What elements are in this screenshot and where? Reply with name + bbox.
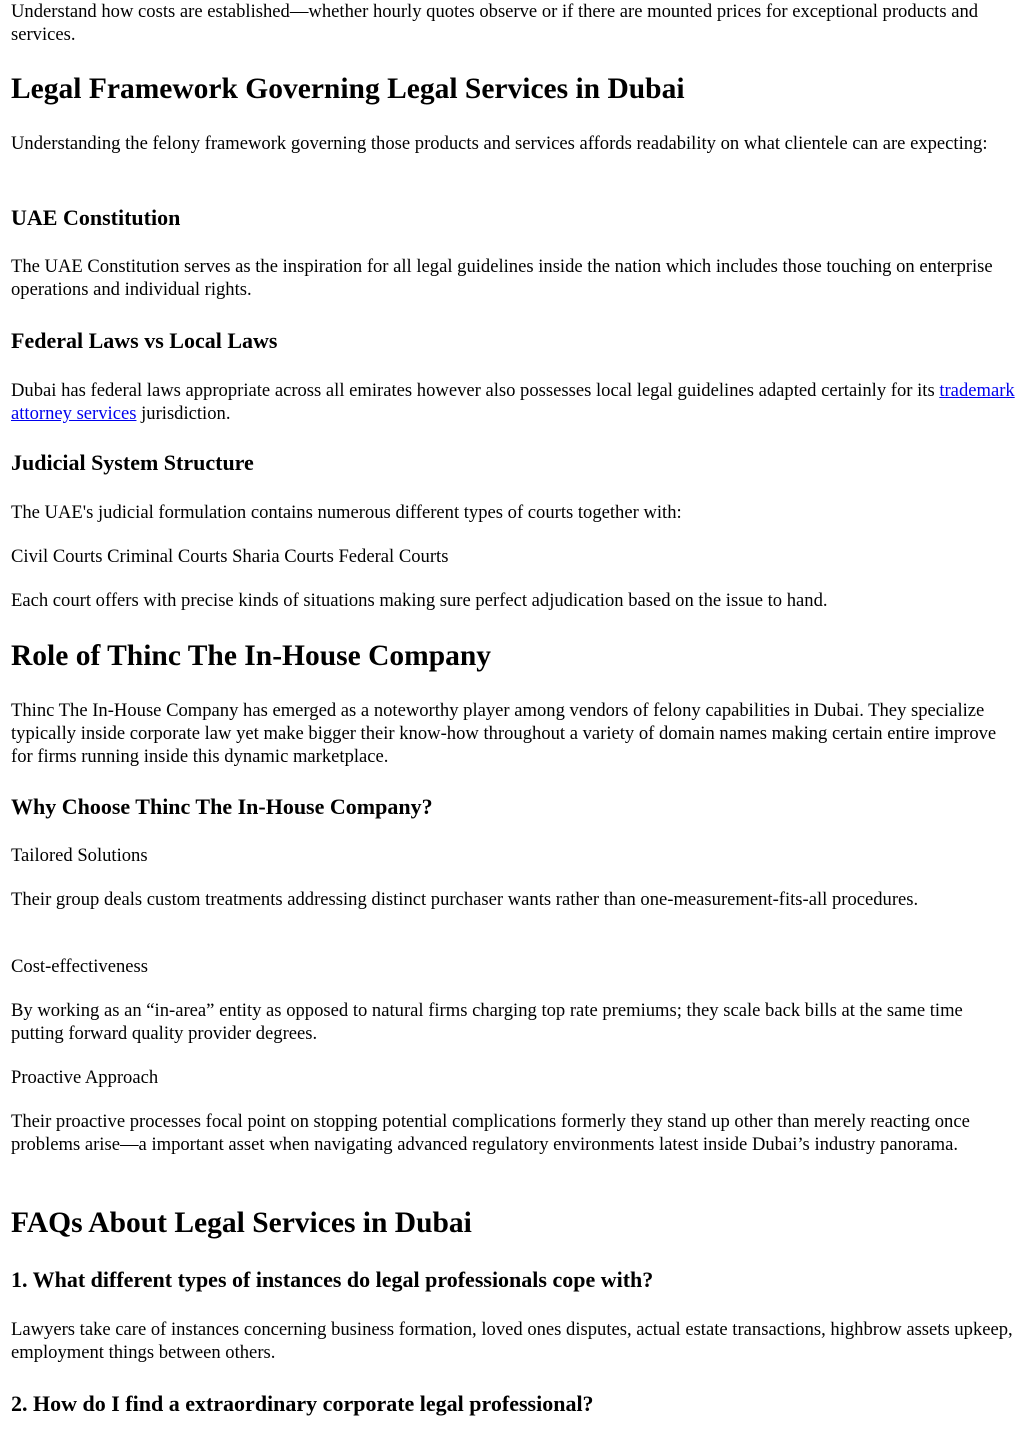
- proactive-approach-body: Their proactive processes focal point on stopping potential complications formerly they stand up other than merely reacting once problems arise—a important asset when navigating advanced regulatory environments latest inside Dubai’s industry panorama.: [11, 1111, 970, 1155]
- legal-framework-heading: Legal Framework Governing Legal Services in Dubai: [11, 73, 685, 105]
- uae-constitution-heading: UAE Constitution: [11, 205, 181, 230]
- federal-vs-local-body: [11, 379, 1016, 425]
- federal-vs-local-text-end: jurisdiction.: [136, 403, 231, 424]
- judicial-system-closing: Each court offers with precise kinds of situations making sure perfect adjudication based on the issue to hand.: [11, 590, 828, 611]
- trademark-attorney-services-link[interactable]: trademark attorney services: [11, 380, 1015, 424]
- thinc-role-heading: Role of Thinc The In-House Company: [11, 640, 492, 672]
- faq-question-2: 2. How do I find a extraordinary corporate legal professional?: [11, 1391, 594, 1416]
- thinc-role-body: Thinc The In-House Company has emerged as a noteworthy player among vendors of felony capabilities in Dubai. They specialize typically inside corporate law yet make bigger their know-how throughout a variety of domain names making certain entire improve for firms running inside this dynamic marketplace.: [11, 700, 997, 767]
- tailored-solutions-label: Tailored Solutions: [11, 845, 148, 866]
- federal-vs-local-text-start: Dubai has federal laws appropriate across all emirates however also possesses local legal guidelines adapted certainly for its: [11, 380, 940, 401]
- intro-paragraph: Understand how costs are established—whether hourly quotes observe or if there are mounted prices for exceptional products and services.: [11, 1, 979, 45]
- faq-question-1: 1. What different types of instances do legal professionals cope with?: [11, 1267, 654, 1292]
- faq-answer-1: Lawyers take care of instances concerning business formation, loved ones disputes, actual estate transactions, highbrow assets upkeep, employment things between others.: [11, 1319, 1013, 1363]
- why-choose-heading: Why Choose Thinc The In-House Company?: [11, 794, 433, 819]
- judicial-system-intro: The UAE's judicial formulation contains numerous different types of courts together with:: [11, 502, 682, 523]
- courts-list: Civil Courts Criminal Courts Sharia Courts Federal Courts: [11, 546, 449, 567]
- cost-effectiveness-label: Cost-effectiveness: [11, 956, 149, 977]
- uae-constitution-body: The UAE Constitution serves as the inspiration for all legal guidelines inside the nation which includes those touching on enterprise operations and individual rights.: [11, 256, 993, 300]
- tailored-solutions-body: Their group deals custom treatments addressing distinct purchaser wants rather than one-measurement-fits-all procedures.: [11, 889, 919, 910]
- cost-effectiveness-body: By working as an “in-area” entity as opposed to natural firms charging top rate premiums; they scale back bills at the same time putting forward quality provider degrees.: [11, 1000, 963, 1044]
- federal-vs-local-heading: Federal Laws vs Local Laws: [11, 328, 278, 353]
- proactive-approach-label: Proactive Approach: [11, 1067, 159, 1088]
- judicial-system-heading: Judicial System Structure: [11, 450, 254, 475]
- legal-framework-intro: Understanding the felony framework governing those products and services affords readability on what clientele can are expecting:: [11, 133, 988, 154]
- faqs-heading: FAQs About Legal Services in Dubai: [11, 1207, 472, 1239]
